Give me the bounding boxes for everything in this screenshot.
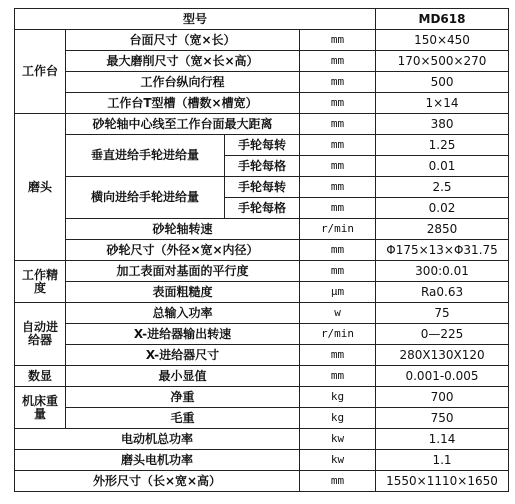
unit-cell: mm [300,261,376,282]
table-row [15,240,509,261]
sub-param-cell: 手轮每转 [225,135,300,156]
unit-cell: mm [300,114,376,135]
unit-cell: mm [300,366,376,387]
param-cell: 横向进给手轮进给量 [66,177,225,219]
value-cell: 75 [376,303,509,324]
value-cell: 1×14 [376,93,509,114]
value-cell: 0—225 [376,324,509,345]
param-cell: 砂轮尺寸（外径×宽×内径） [66,240,300,261]
param-cell: 外形尺寸（长×宽×高） [15,471,300,492]
table-row [15,429,509,450]
unit-cell: mm [300,72,376,93]
table-row [15,51,509,72]
unit-cell: kg [300,408,376,429]
param-cell: 电动机总功率 [15,429,300,450]
value-cell: 1.25 [376,135,509,156]
param-cell: X-进给器输出转速 [66,324,300,345]
unit-cell: mm [300,198,376,219]
header-model: MD618 [376,9,509,30]
value-cell: 0.02 [376,198,509,219]
value-cell: 2850 [376,219,509,240]
unit-cell: w [300,303,376,324]
unit-cell: r/min [300,324,376,345]
table-row [15,114,509,135]
value-cell: Φ175×13×Φ31.75 [376,240,509,261]
sub-param-cell: 手轮每格 [225,156,300,177]
table-row [15,387,509,408]
table-row [15,30,509,51]
group-label-weight: 机床重量 [15,387,66,429]
table-row [15,366,509,387]
param-cell: X-进给器尺寸 [66,345,300,366]
unit-cell: kw [300,450,376,471]
value-cell: 150×450 [376,30,509,51]
table-row [15,261,509,282]
group-label-grinding-head: 磨头 [15,114,66,261]
param-cell: 砂轮轴转速 [66,219,300,240]
param-cell: 工作台纵向行程 [66,72,300,93]
param-cell: 垂直进给手轮进给量 [66,135,225,177]
value-cell: 1.1 [376,450,509,471]
group-label-auto-feed: 自动进给器 [15,303,66,366]
param-cell: 表面粗糙度 [66,282,300,303]
param-cell: 毛重 [66,408,300,429]
value-cell: 170×500×270 [376,51,509,72]
unit-cell: μm [300,282,376,303]
group-label-worktable: 工作台 [15,30,66,114]
unit-cell: mm [300,471,376,492]
table-row [15,324,509,345]
value-cell: 750 [376,408,509,429]
table-row [15,135,509,156]
param-cell: 磨头电机功率 [15,450,300,471]
table-row [15,219,509,240]
param-cell: 工作台T型槽（槽数×槽宽） [66,93,300,114]
header-row [15,9,509,30]
param-cell: 总输入功率 [66,303,300,324]
table-row [15,471,509,492]
unit-cell: mm [300,156,376,177]
table-row [15,303,509,324]
table-row [15,72,509,93]
param-cell: 加工表面对基面的平行度 [66,261,300,282]
table-row [15,345,509,366]
table-row [15,408,509,429]
unit-cell: mm [300,51,376,72]
unit-cell: mm [300,135,376,156]
group-label-precision: 工作精度 [15,261,66,303]
value-cell: 0.01 [376,156,509,177]
value-cell: 0.001-0.005 [376,366,509,387]
value-cell: 380 [376,114,509,135]
value-cell: 700 [376,387,509,408]
param-cell: 最小显值 [66,366,300,387]
header-param: 型号 [15,9,376,30]
table-row [15,177,509,198]
param-cell: 台面尺寸（宽×长） [66,30,300,51]
table-row [15,93,509,114]
unit-cell: r/min [300,219,376,240]
unit-cell: mm [300,30,376,51]
spec-table [14,8,509,492]
unit-cell: kg [300,387,376,408]
sub-param-cell: 手轮每转 [225,177,300,198]
unit-cell: mm [300,345,376,366]
value-cell: 1550×1110×1650 [376,471,509,492]
param-cell: 净重 [66,387,300,408]
unit-cell: mm [300,177,376,198]
value-cell: 1.14 [376,429,509,450]
unit-cell: mm [300,240,376,261]
unit-cell: mm [300,93,376,114]
param-cell: 砂轮轴中心线至工作台面最大距离 [66,114,300,135]
unit-cell: kw [300,429,376,450]
sub-param-cell: 手轮每格 [225,198,300,219]
table-row [15,282,509,303]
param-cell: 最大磨削尺寸（宽×长×高） [66,51,300,72]
value-cell: Ra0.63 [376,282,509,303]
value-cell: 300:0.01 [376,261,509,282]
value-cell: 280X130X120 [376,345,509,366]
table-row [15,450,509,471]
value-cell: 500 [376,72,509,93]
value-cell: 2.5 [376,177,509,198]
group-label-digital: 数显 [15,366,66,387]
